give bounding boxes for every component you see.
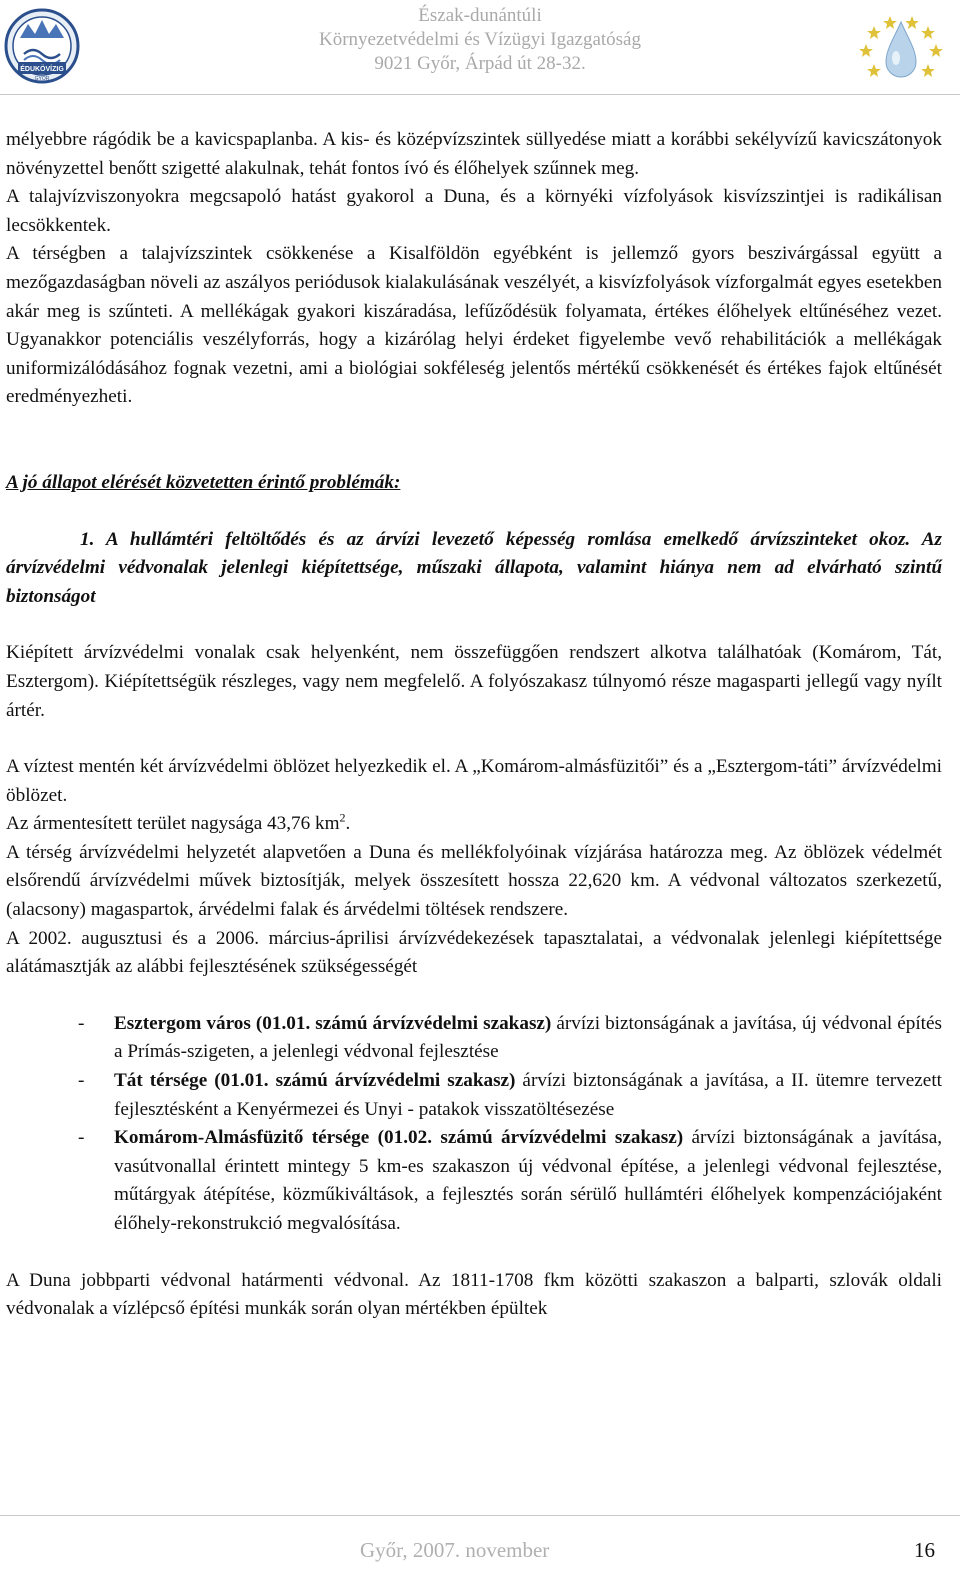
paragraph: A 2002. augusztusi és a 2006. március-áprilisi árvízvédekezések tapasztalatai, a védvonalak jelenlegi kiépítettsége alátámasztják az alábbi fejlesztésének szükségességét — [6, 927, 942, 978]
org-line-1: Észak-dunántúli — [418, 5, 542, 26]
document-body — [6, 126, 942, 1324]
problem-text: A hullámtéri feltöltődés és az árvízi levezető képesség romlása emelkedő árvízszinteket okoz. Az árvízvédelmi védvonalak jelenlegi kiépítettsége, műszaki állapota, valamint hiánya nem ad elvárható szintű biztonságot — [6, 528, 942, 607]
paragraph: A talajvízviszonyokra megcsapoló hatást gyakorol a Duna, és a környéki vízfolyások kisvízszintjei is radikálisan lecsökkentek. — [6, 186, 942, 236]
paragraph — [6, 810, 942, 839]
footer-date: Győr, 2007. november — [360, 1538, 550, 1562]
problem-number: 1. — [80, 528, 95, 550]
superscript: 2 — [339, 810, 346, 825]
list-item — [6, 1067, 942, 1124]
list-item-bold: Esztergom város (01.01. számú árvízvédelmi szakasz) — [114, 1012, 552, 1034]
list-dash: - — [78, 1012, 85, 1034]
logo-left-city: GYŐR — [34, 76, 50, 82]
paragraph: A térség árvízvédelmi helyzetét alapvetően a Duna és mellékfolyóinak vízjárása határozza meg. Az öblözek védelmét elsőrendű árvízvédelmi művek biztosítják, melyek összesített hossza 22,620 km. A védvonal változatos szerkezetű, (alacsony) magaspartok, árvédelmi falak és árvédelmi töltések rendszere. — [6, 841, 942, 921]
list-dash: - — [78, 1070, 85, 1092]
paragraph: Kiépített árvízvédelmi vonalak csak helyenként, nem összefüggően rendszert alkotva találhatóak (Komárom, Tát, Esztergom). Kiépítettségük részleges, vagy nem megfelelő. A folyószakasz túlnyomó része magasparti jellegű vagy nyílt ártér. — [6, 642, 942, 721]
page-number: 16 — [914, 1538, 935, 1562]
list-item-text: árvízi biztonságának a javítása, a II. ütemre tervezett fejlesztésként a Kenyérmezei és Unyi - patakok visszatöltésezése — [114, 1070, 942, 1120]
org-line-3: 9021 Győr, Árpád út 28-32. — [374, 53, 586, 74]
paragraph: A Duna jobbparti védvonal határmenti védvonal. Az 1811-1708 fkm közötti szakaszon a balparti, szlovák oldali védvonalak a vízlépcső építési munkák során olyan mértékben épültek — [6, 1269, 942, 1320]
eu-water-drop-logo — [852, 8, 948, 93]
logo-left-text: ÉDUKÖVÍZIG — [20, 66, 64, 73]
water-drop-icon — [886, 22, 916, 77]
paragraph: A víztest mentén két árvízvédelmi öblözet helyezkedik el. A „Komárom-almásfüzitői” és a „Esztergom-táti” árvízvédelmi öblözet. — [6, 756, 942, 806]
list-dash: - — [78, 1127, 85, 1149]
paragraph: A térségben a talajvízszintek csökkenése a Kisalföldön egyébként is jellemző gyors beszivárgással együtt a mezőgazdaságban növeli az aszályos periódusok kialakulásának veszélyét, a kisvízfolyások vízforgalmát egyes esetekben akár meg is szűnteti. A mellékágak gyakori kiszáradása, lefűződésük folyamata, értékes élőhelyek eltűnéséhez vezet. Ugyanakkor potenciális veszélyforrás, hogy a kizárólag helyi érdeket figyelembe vevő rehabilitációk a mellékágak uniformizálódásához fognak vezetni, ami a biológiai sokféleség jelentős mértékű csökkenését és értékes fajok eltűnését eredményezheti. — [6, 243, 942, 408]
list-item-text: árvízi biztonságának a javítása, új védvonal építés a Prímás-szigeten, a jelenlegi védvonal fejlesztése — [114, 1012, 942, 1063]
org-line-2: Környezetvédelmi és Vízügyi Igazgatóság — [318, 29, 641, 50]
list-item — [6, 1124, 942, 1238]
development-list — [6, 1010, 942, 1239]
list-item-text: árvízi biztonságának a javítása, vasútvonallal érintett mintegy 5 km-es szakaszon új védvonal építése, a jelenlegi védvonal fejlesztése, műtárgyak átépítése, közműkiváltások, a fejlesztés során sérülő hullámtéri élőhelyek kompenzációjaként élőhely-rekonstrukció megvalósítása. — [114, 1127, 943, 1234]
list-item-bold: Komárom-Almásfüzitő térsége (01.02. számú árvízvédelmi szakasz) — [114, 1127, 684, 1149]
organization-block — [230, 4, 730, 76]
paragraph: mélyebbre rágódik be a kavicspaplanba. A kis- és középvízszintek süllyedése miatt a korábbi sekélyvízű kavicszátonyok növényzettel benőtt szigetté alakulnak, tehát fontos ívó és élőhelyek szűnnek meg. — [6, 129, 942, 179]
page-header — [0, 0, 960, 96]
area-text: Az ármentesített terület nagysága 43,76 km — [6, 813, 340, 835]
section-title: A jó állapot elérését közvetetten érintő problémák: — [6, 471, 401, 493]
list-item — [6, 1010, 942, 1067]
problem-statement — [6, 526, 942, 612]
header-divider — [0, 94, 960, 95]
edukovizig-logo — [4, 8, 80, 89]
period: . — [345, 813, 351, 835]
list-item-bold: Tát térsége (01.01. számú árvízvédelmi szakasz) — [114, 1070, 516, 1092]
footer-divider — [0, 1515, 960, 1516]
